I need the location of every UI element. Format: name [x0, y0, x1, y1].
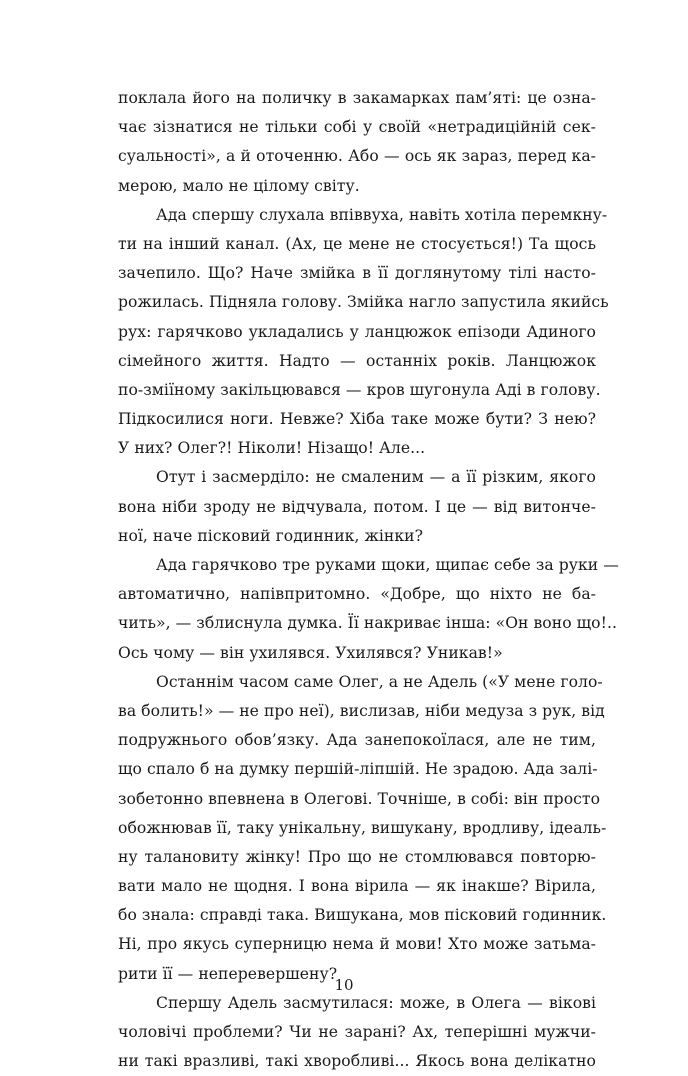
text-line: вати мало не щодня. І вона вірила — як інакше? Вірила, — [118, 877, 596, 896]
text-line: по-зміїному закільцювався — кров шугонула Аді в голову. — [118, 380, 601, 399]
text-line: ва болить!» — не про неї), вислизав, ніби медуза з рук, від — [118, 701, 605, 720]
text-line: бо знала: справді така. Вишукана, мов пісковий годинник. — [118, 906, 607, 925]
text-line: Підкосилися ноги. Невже? Хіба таке може бути? З нею? — [118, 410, 596, 429]
text-line: ної, наче пісковий годинник, жінки? — [118, 526, 424, 545]
body-text — [118, 84, 619, 1076]
text-line: суальності», а й оточенню. Або — ось як зараз, перед ка- — [118, 147, 596, 166]
text-line: чає зізнатися не тільки собі у своїй «нетрадиційній сек- — [118, 118, 596, 137]
text-line: ни такі вразливі, такі хворобливі... Якось вона делікатно — [118, 1052, 596, 1071]
text-line: Отут і засмерділо: не смаленим — а її різким, якого — [156, 468, 596, 487]
page-number: 10 — [334, 976, 354, 994]
text-line: рух: гарячково укладались у ланцюжок епізоди Адиного — [118, 322, 596, 341]
text-line: У них? Олег?! Ніколи! Нізащо! Але... — [118, 439, 426, 458]
text-line: ну талановиту жінку! Про що не стомлювався повторю- — [118, 847, 596, 866]
text-line: Ада спершу слухала впіввуха, навіть хотіла перемкну- — [156, 205, 608, 224]
text-line: вона ніби зроду не відчувала, потом. І це — від витонче- — [118, 497, 596, 516]
text-line: зачепило. Що? Наче змійка в її доглянутому тілі насто- — [118, 264, 596, 283]
text-line: Спершу Адель засмутилася: може, в Олега — вікові — [156, 993, 596, 1012]
text-line: Ада гарячково тре руками щоки, щипає себе за руки — — [156, 556, 619, 574]
text-line: Останнім часом саме Олег, а не Адель («У мене голо- — [156, 672, 603, 691]
text-line: чоловічі проблеми? Чи не зарані? Ах, теперішні мужчи- — [118, 1023, 596, 1041]
text-line: чить», — зблиснула думка. Її накриває інша: «Он воно що!.. — [118, 614, 617, 633]
text-line: рожилась. Підняла голову. Змійка нагло запустила якийсь — [118, 293, 609, 312]
text-line: мерою, мало не цілому світу. — [118, 176, 360, 195]
text-line: автоматично, напівпритомно. «Добре, що ніхто не ба- — [118, 585, 596, 604]
text-line: обожнював її, таку унікальну, вишукану, вродливу, ідеаль- — [118, 818, 607, 837]
text-line: Ні, про якусь суперницю нема й мови! Хто може затьма- — [118, 935, 596, 954]
text-line: поклала його на поличку в закамарках пам’яті: це озна- — [118, 89, 596, 107]
text-line: що спало б на думку першій-ліпшій. Не зрадою. Ада залі- — [118, 760, 598, 779]
text-line: рити її — неперевершену? — [118, 964, 338, 983]
text-line: ти на інший канал. (Ах, це мене не стосується!) Та щось — [118, 234, 596, 253]
text-line: зобетонно впевнена в Олегові. Точніше, в собі: він просто — [118, 789, 601, 808]
text-line: подружнього обов’язку. Ада занепокоїлася, але не тим, — [118, 731, 596, 750]
text-line: Ось чому — він ухилявся. Ухилявся? Уникав!» — [118, 643, 503, 662]
text-line: сімейного життя. Надто — останніх років. Ланцюжок — [118, 351, 596, 370]
